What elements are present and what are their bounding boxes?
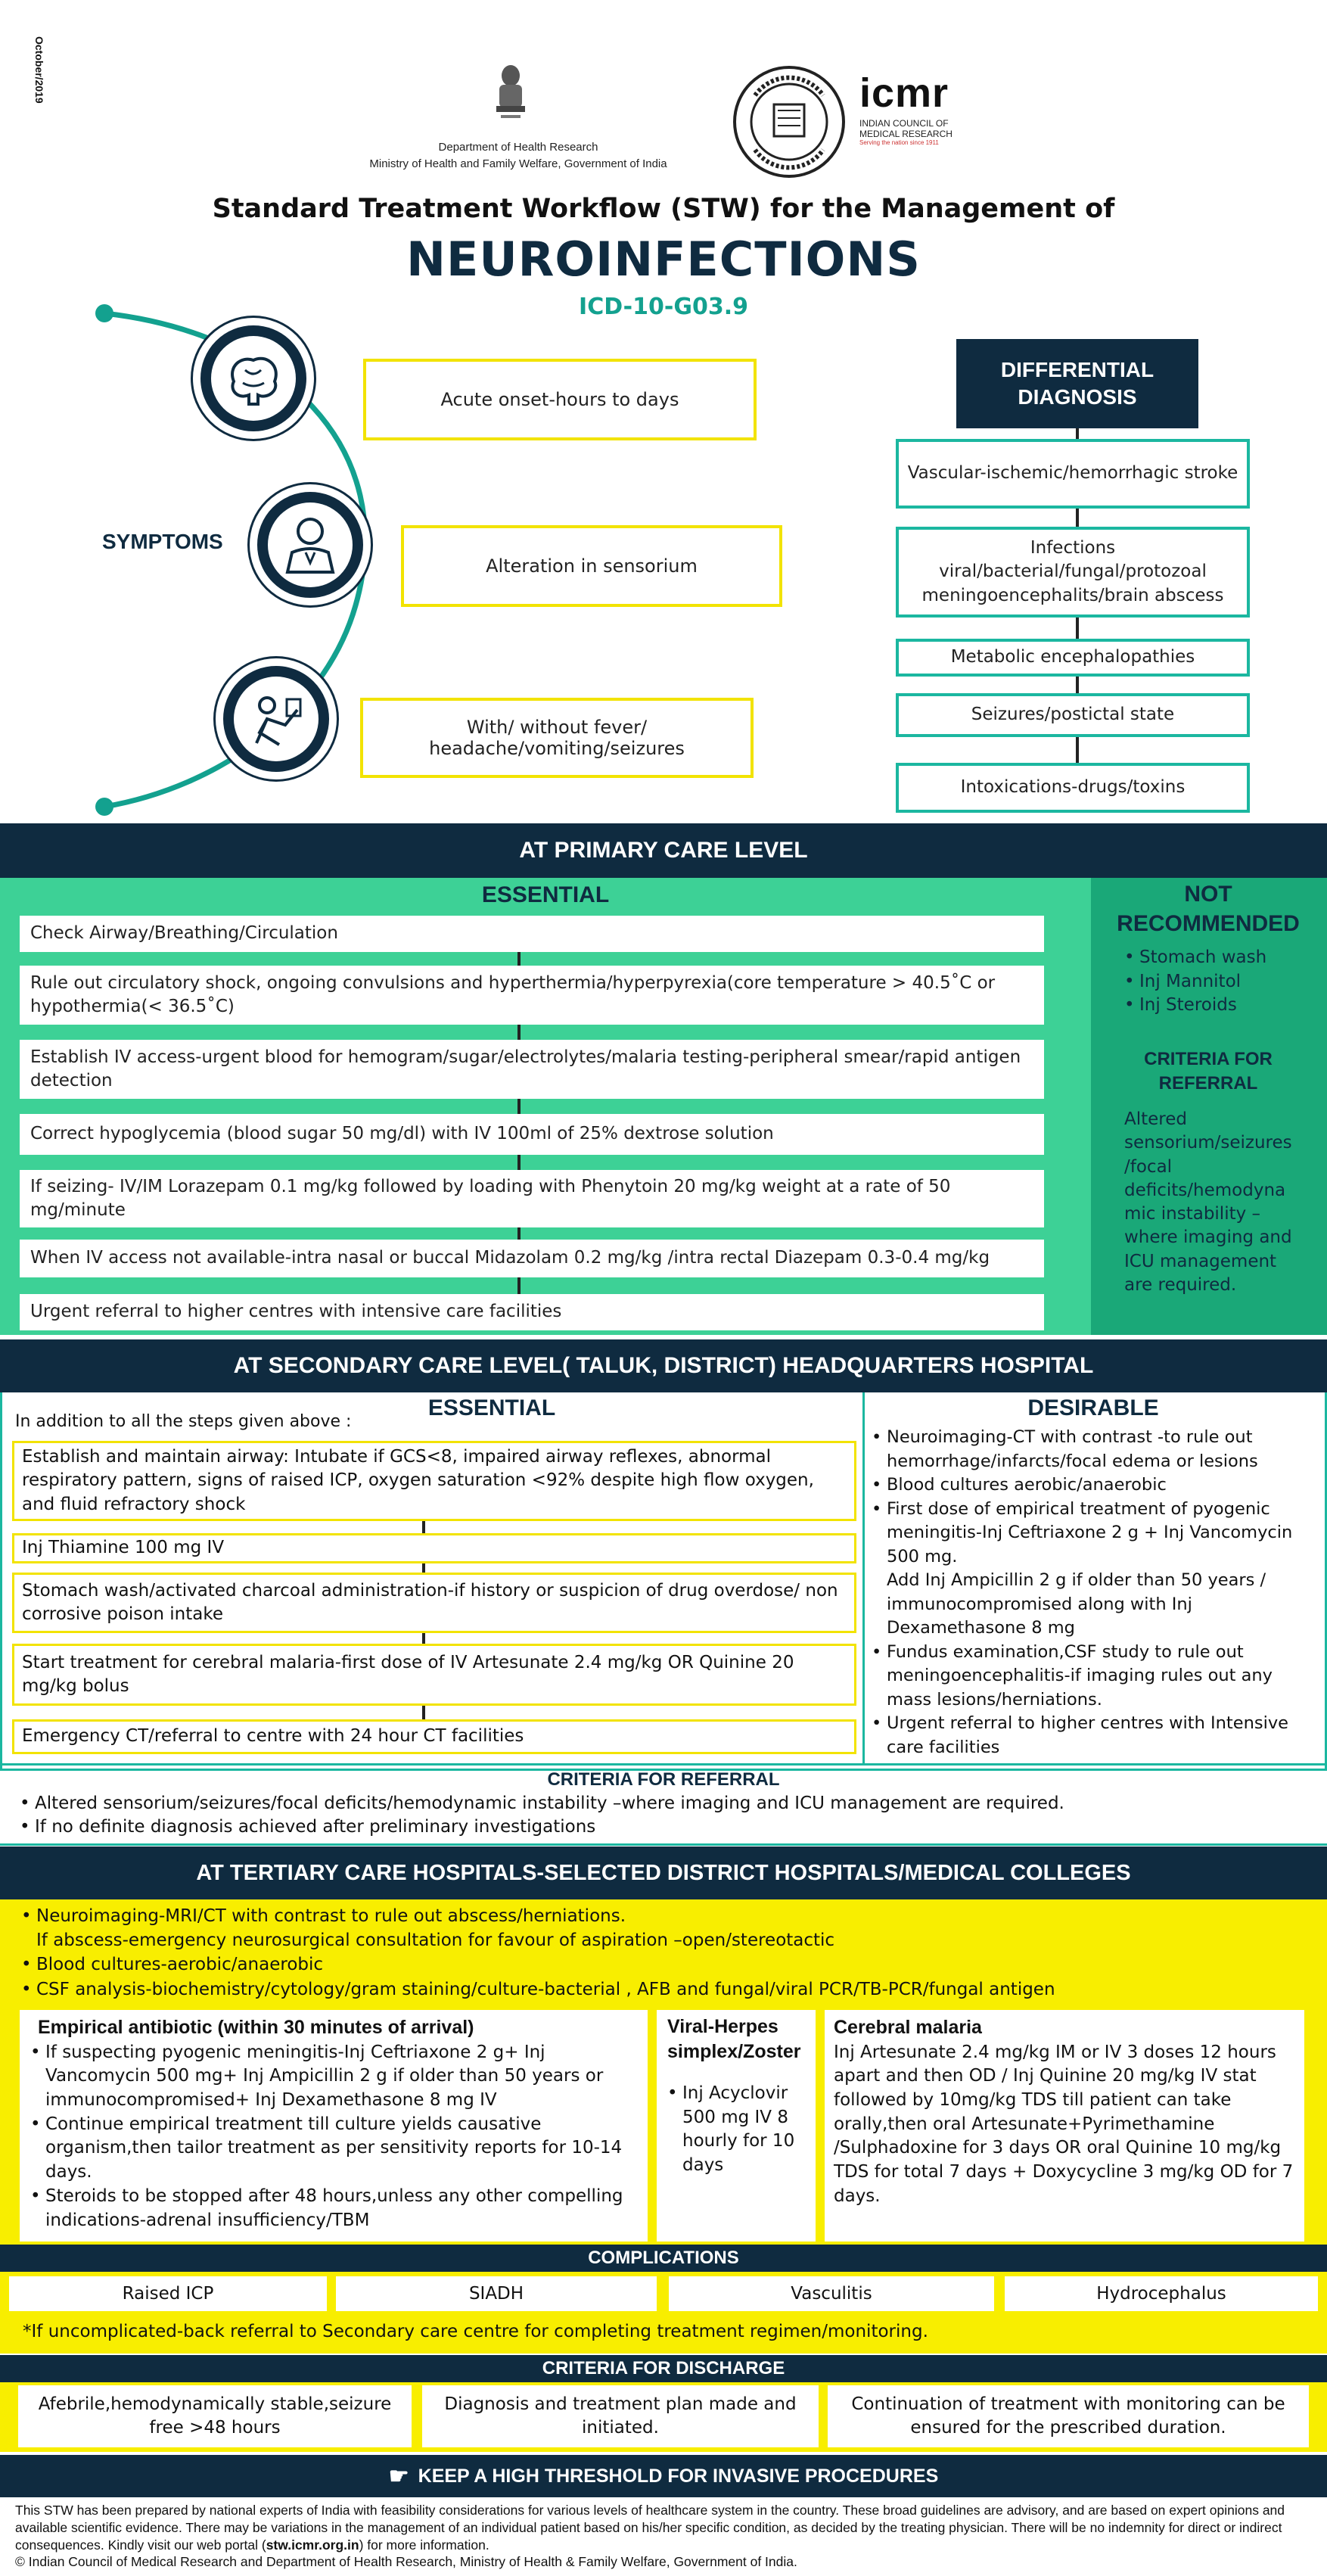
tertiary-top-item: • Blood cultures-aerobic/anaerobic [21, 1952, 1307, 1977]
viral-box [657, 2010, 816, 2242]
doctor-icon [250, 484, 371, 605]
not-recommended-title: NOT RECOMMENDED [1117, 882, 1300, 936]
tertiary-top [21, 1904, 1307, 2002]
secondary-care-bar: AT SECONDARY CARE LEVEL( TALUK, DISTRICT) HEADQUARTERS HOSPITAL [0, 1339, 1327, 1392]
primary-step-6: When IV access not available-intra nasal or buccal Midazolam 0.2 mg/kg /intra rectal Diazepam 0.3-0.4 mg/kg [20, 1240, 1044, 1277]
empirical-box [20, 2010, 648, 2242]
primary-step-2: Rule out circulatory shock, ongoing convulsions and hyperthermia/hyperpyrexia(core temperature > 40.5˚C or hypothermia(< 36.5˚C) [20, 966, 1044, 1025]
viral-title: Viral-Herpes simplex/Zoster [667, 2016, 801, 2062]
secondary-essential-title: ESSENTIAL [427, 1395, 556, 1420]
ddx-item-5: Intoxications-drugs/toxins [896, 763, 1250, 813]
not-recommended-item: • Stomach wash [1124, 946, 1313, 970]
tertiary-top-item: • CSF analysis-biochemistry/cytology/gram staining/culture-bacterial , AFB and fungal/viral PCR/TB-PCR/fungal antigen [21, 1977, 1307, 2002]
secondary-step-3: Stomach wash/activated charcoal administration-if history or suspicion of drug overdose/ non corrosive poison intake [12, 1573, 856, 1633]
desirable-item: • Urgent referral to higher centres with Intensive care facilities [872, 1712, 1310, 1759]
desirable-item: • Fundus examination,CSF study to rule out meningoencephalitis-if imaging rules out any mass lesions/herniations. [872, 1641, 1310, 1713]
desirable-title: DESIRABLE [1027, 1395, 1159, 1420]
tertiary-care-bar: AT TERTIARY CARE HOSPITALS-SELECTED DISTRICT HOSPITALS/MEDICAL COLLEGES [0, 1846, 1327, 1899]
footer-text: This STW has been prepared by national experts of India with feasibility considerations for various levels of healthcare system in the country. These broad guidelines are advisory, and are based on expert opinions and available scientific evidence. There may be variations in the management of an individual patient based on his/her specific condition, as decided by the treating physician. There will be no indemnity for direct or indirect consequences. Kindly visit our web portal (stw.icmr.org.in) for more information. © Indian Council of Medical Research and Department of Health Research, Ministry of Health & Family Welfare, Government of India. [15, 2502, 1312, 2571]
discharge-item: Afebrile,hemodynamically stable,seizure free >48 hours [18, 2385, 412, 2447]
secondary-referral-item: • Altered sensorium/seizures/focal deficits/hemodynamic instability –where imaging and ICU management are required. [20, 1792, 1306, 1815]
emblem-icon [492, 62, 530, 127]
title-line1: Standard Treatment Workflow (STW) for the Management of [212, 194, 1115, 224]
complications-bar: COMPLICATIONS [0, 2245, 1327, 2272]
date-vertical: October/2019 [33, 36, 45, 104]
symptom-1: Acute onset-hours to days [363, 359, 757, 440]
secondary-step-5: Emergency CT/referral to centre with 24 hour CT facilities [12, 1719, 856, 1754]
pointing-hand-icon: ☛ [388, 2463, 409, 2489]
ddx-item-2: Infections viral/bacterial/fungal/protozoal meningoencephalits/brain abscess [896, 527, 1250, 618]
primary-care-bar: AT PRIMARY CARE LEVEL [0, 823, 1327, 878]
complications-note: *If uncomplicated-back referral to Secondary care centre for completing treatment regimen/monitoring. [23, 2322, 928, 2341]
secondary-step-1: Establish and maintain airway: Intubate if GCS<8, impaired airway reflexes, abnormal respiratory pattern, signs of raised ICP, oxygen saturation <92% despite high flow oxygen, and fluid refractory shock [12, 1441, 856, 1521]
primary-referral-title: CRITERIA FOR REFERRAL [1144, 1049, 1273, 1094]
ddx-item-3: Metabolic encephalopathies [896, 639, 1250, 677]
discharge-item: Diagnosis and treatment plan made and initiated. [422, 2385, 819, 2447]
empirical-item: • Steroids to be stopped after 48 hours,unless any other compelling indications-adrenal insufficiency/TBM [30, 2185, 637, 2232]
secondary-referral-title: CRITERIA FOR REFERRAL [547, 1769, 780, 1790]
primary-step-5: If seizing- IV/IM Lorazepam 0.1 mg/kg followed by loading with Phenytoin 20 mg/kg weight at a rate of 50 mg/minute [20, 1170, 1044, 1227]
tertiary-top-item: • Neuroimaging-MRI/CT with contrast to rule out abscess/herniations. If abscess-emergency neurosurgical consultation for favour of aspiration –open/stereotactic [21, 1904, 1307, 1952]
desirable-item: • Blood cultures aerobic/anaerobic [872, 1473, 1310, 1498]
discharge-item: Continuation of treatment with monitoring can be ensured for the prescribed duration. [828, 2385, 1309, 2447]
empirical-title: Empirical antibiotic (within 30 minutes of arrival) [38, 2017, 474, 2038]
complication-item: Raised ICP [9, 2276, 327, 2311]
secondary-divider [862, 1392, 865, 1763]
secondary-intro: In addition to all the steps given above : [15, 1412, 352, 1431]
desirable-item: • First dose of empirical treatment of pyogenic meningitis-Inj Ceftriaxone 2 g + Inj Vancomycin 500 mg. [872, 1498, 1310, 1570]
primary-essential-title: ESSENTIAL [481, 882, 610, 907]
not-recommended-item: • Inj Steroids [1124, 994, 1313, 1018]
malaria-box [825, 2010, 1304, 2242]
differential-title: DIFFERENTIAL DIAGNOSIS [956, 339, 1198, 428]
symptoms-label: SYMPTOMS [102, 530, 223, 553]
seizure-icon [216, 658, 337, 779]
primary-step-3: Establish IV access-urgent blood for hemogram/sugar/electrolytes/malaria testing-peripheral smear/rapid antigen detection [20, 1040, 1044, 1099]
portal-link[interactable]: stw.icmr.org.in [266, 2537, 359, 2553]
threshold-bar: ☛ KEEP A HIGH THRESHOLD FOR INVASIVE PROCEDURES [0, 2455, 1327, 2497]
empirical-item: • Continue empirical treatment till culture yields causative organism,then tailor treatment as per sensitivity reports for 10-14 days. [30, 2113, 637, 2185]
desirable-item: • Neuroimaging-CT with contrast -to rule out hemorrhage/infarcts/focal edema or lesions [872, 1426, 1310, 1473]
empirical-item: • If suspecting pyogenic meningitis-Inj Ceftriaxone 2 g+ Inj Vancomycin 500 mg+ Inj Ampicillin 2 g if older than 50 years or immunocompromised+ Inj Dexamethasone 8 mg IV [30, 2041, 637, 2113]
desirable-list [872, 1426, 1310, 1759]
dept-name: Department of Health Research [438, 141, 598, 154]
complication-item: Hydrocephalus [1005, 2276, 1318, 2311]
icd-code: ICD-10-G03.9 [579, 294, 748, 320]
viral-item: • Inj Acyclovir 500 mg IV 8 hourly for 10 days [667, 2082, 805, 2178]
not-recommended-list [1124, 946, 1313, 1018]
brain-icon [193, 318, 314, 439]
not-recommended-item: • Inj Mannitol [1124, 970, 1313, 994]
secondary-step-4: Start treatment for cerebral malaria-first dose of IV Artesunate 2.4 mg/kg OR Quinine 20 mg/kg bolus [12, 1644, 856, 1706]
secondary-step-2: Inj Thiamine 100 mg IV [12, 1533, 856, 1563]
secondary-referral-divider [0, 1763, 1327, 1766]
complication-item: Vasculitis [669, 2276, 994, 2311]
secondary-referral-list [20, 1792, 1306, 1839]
icmr-logo: icmr INDIAN COUNCIL OF MEDICAL RESEARCH Serving the nation since 1911 [859, 70, 953, 146]
title-main: NEUROINFECTIONS [406, 232, 921, 287]
complication-item: SIADH [336, 2276, 657, 2311]
ministry-name: Ministry of Health and Family Welfare, Government of India [369, 157, 667, 170]
secondary-bottom-border [0, 1843, 1327, 1846]
copyright: © Indian Council of Medical Research and Department of Health Research, Ministry of Health & Family Welfare, Government of India. [15, 2554, 797, 2570]
primary-step-1: Check Airway/Breathing/Circulation [20, 916, 1044, 952]
primary-step-7: Urgent referral to higher centres with intensive care facilities [20, 1294, 1044, 1330]
ddx-item-1: Vascular-ischemic/hemorrhagic stroke [896, 439, 1250, 509]
malaria-title: Cerebral malaria [834, 2017, 982, 2038]
secondary-referral-item: • If no definite diagnosis achieved after preliminary investigations [20, 1815, 1306, 1839]
malaria-text: Inj Artesunate 2.4 mg/kg IM or IV 3 doses 12 hours apart and then OD / Inj Quinine 20 mg/kg IV stat followed by 10mg/kg TDS till patient can take orally,then oral Artesunate+Pyrimethamine /Sulphadoxine for 3 days OR oral Quinine 10 mg/kg TDS for total 7 days + Doxycycline 3 mg/kg OD for 7 days. [834, 2042, 1294, 2206]
discharge-bar: CRITERIA FOR DISCHARGE [0, 2355, 1327, 2382]
primary-referral-text: Altered sensorium/seizures /focal deficits/hemodyna mic instability –where imaging and ICU management are required. [1124, 1109, 1292, 1295]
symptom-3: With/ without fever/ headache/vomiting/seizures [360, 698, 754, 778]
symptom-2: Alteration in sensorium [401, 525, 782, 607]
icmr-seal-icon [732, 65, 846, 179]
ddx-item-4: Seizures/postictal state [896, 693, 1250, 737]
primary-step-4: Correct hypoglycemia (blood sugar 50 mg/dl) with IV 100ml of 25% dextrose solution [20, 1114, 1044, 1155]
desirable-item-extra: Add Inj Ampicillin 2 g if older than 50 years / immunocompromised along with Inj Dexamethasone 8 mg [887, 1570, 1266, 1638]
